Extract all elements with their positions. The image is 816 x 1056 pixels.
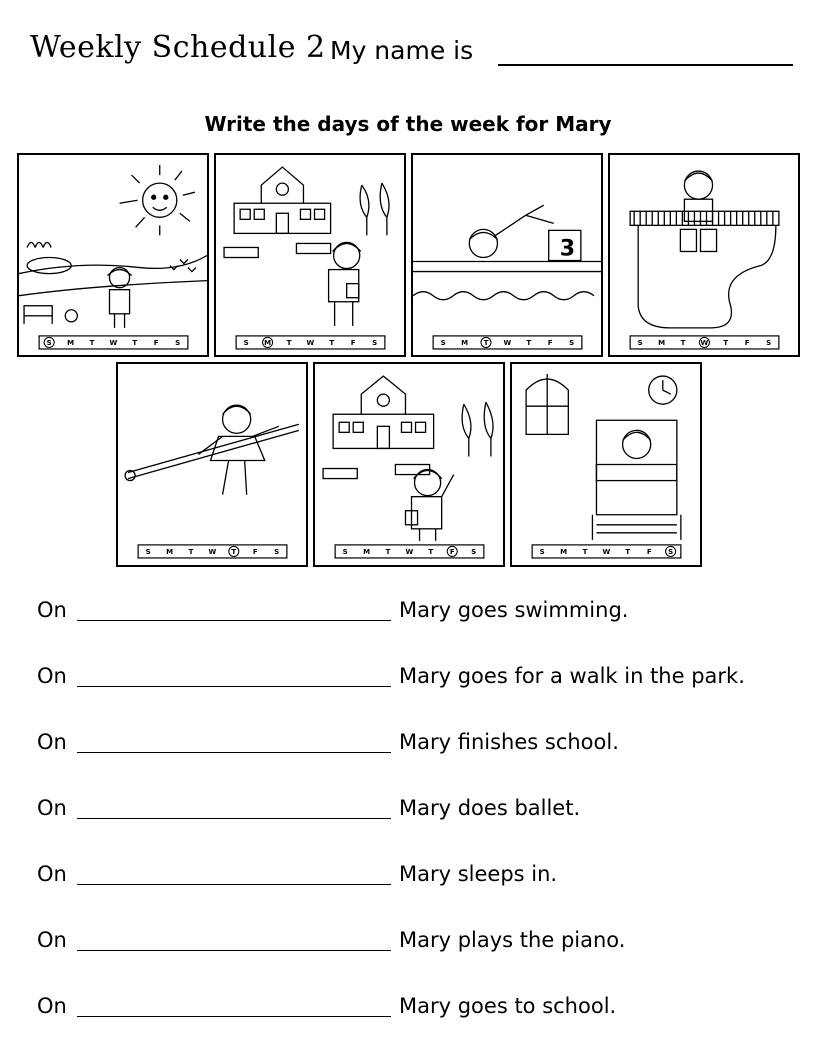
answer-blank[interactable] [77,620,391,621]
row-prefix: On [37,598,67,622]
row-prefix: On [37,664,67,688]
day-letters-1 [44,337,180,347]
day-letter: F [252,546,258,556]
day-letter: W [208,546,217,556]
row-prefix: On [37,730,67,754]
day-letter: T [132,337,138,347]
day-letter: T [582,546,588,556]
day-letter: T [89,337,95,347]
panel-school-walk [214,153,406,357]
svg-text:3: 3 [559,235,576,262]
day-letter: S [471,546,477,556]
day-letter: T [625,546,631,556]
row-sentence: Mary finishes school. [399,730,619,754]
day-letter: S [175,337,181,347]
day-letter: S [46,337,52,347]
day-letters-6 [343,546,477,556]
day-letter: F [646,546,652,556]
day-letter: M [560,546,568,556]
answer-blank[interactable] [77,950,391,951]
day-letter: S [342,546,348,556]
day-letter: M [658,337,666,347]
panel-school-finish [313,362,505,567]
day-letter: M [166,546,174,556]
day-letter: T [428,546,434,556]
day-letter: S [668,546,674,556]
panel-ballet [116,362,308,567]
day-letter: F [449,546,455,556]
day-letter: F [744,337,750,347]
day-letter: M [67,337,75,347]
row-sentence: Mary goes for a walk in the park. [399,664,745,688]
day-letters-2 [244,337,378,347]
sleep-illustration [512,364,700,565]
row-prefix: On [37,796,67,820]
day-letter: T [231,546,237,556]
swimming-illustration [413,155,601,355]
park-illustration [19,155,207,355]
day-letter: T [723,337,729,347]
day-letter: S [766,337,772,347]
row-sentence: Mary goes swimming. [399,598,629,622]
school-walk-illustration [216,155,404,355]
day-letter: S [372,337,378,347]
day-letter: T [385,546,391,556]
panel-swimming [411,153,603,357]
day-letter: F [350,337,356,347]
day-letter: T [483,337,489,347]
panel-sleep [510,362,702,567]
day-letter: T [188,546,194,556]
row-prefix: On [37,862,67,886]
day-letter: F [547,337,553,347]
day-letter: T [329,337,335,347]
row-prefix: On [37,994,67,1018]
day-letter: T [680,337,686,347]
row-sentence: Mary sleeps in. [399,862,558,886]
answer-blank[interactable] [77,686,391,687]
day-letter: S [569,337,575,347]
school-finish-illustration [315,364,503,565]
day-letter: W [503,337,512,347]
day-letter: M [264,337,272,347]
day-letter: W [109,337,118,347]
answer-blank[interactable] [77,752,391,753]
row-sentence: Mary plays the piano. [399,928,626,952]
day-letter: S [440,337,446,347]
name-label: My name is [330,36,474,65]
row-sentence: Mary goes to school. [399,994,617,1018]
day-letter: S [145,546,151,556]
panel-piano [608,153,800,357]
day-letter: T [286,337,292,347]
day-letter: W [306,337,315,347]
day-letter: S [274,546,280,556]
day-letters-4 [638,337,772,347]
day-letter: S [539,546,545,556]
day-letter: M [363,546,371,556]
ballet-illustration [118,364,306,565]
day-letter: W [602,546,611,556]
day-letter: W [405,546,414,556]
day-letters-7 [540,546,676,556]
row-sentence: Mary does ballet. [399,796,581,820]
instruction-text: Write the days of the week for Mary [204,112,612,136]
day-letters-5 [146,546,280,556]
answer-blank[interactable] [77,884,391,885]
day-letter: M [461,337,469,347]
day-letter: T [526,337,532,347]
day-letter: S [637,337,643,347]
panel-park [17,153,209,357]
piano-illustration [610,155,798,355]
name-blank-line[interactable] [498,64,793,66]
answer-blank[interactable] [77,1016,391,1017]
row-prefix: On [37,928,67,952]
day-letter: F [153,337,159,347]
day-letters-3 [441,337,575,347]
day-letter: W [700,337,709,347]
worksheet-title: Weekly Schedule 2 [30,30,326,65]
answer-blank[interactable] [77,818,391,819]
day-letter: S [243,337,249,347]
